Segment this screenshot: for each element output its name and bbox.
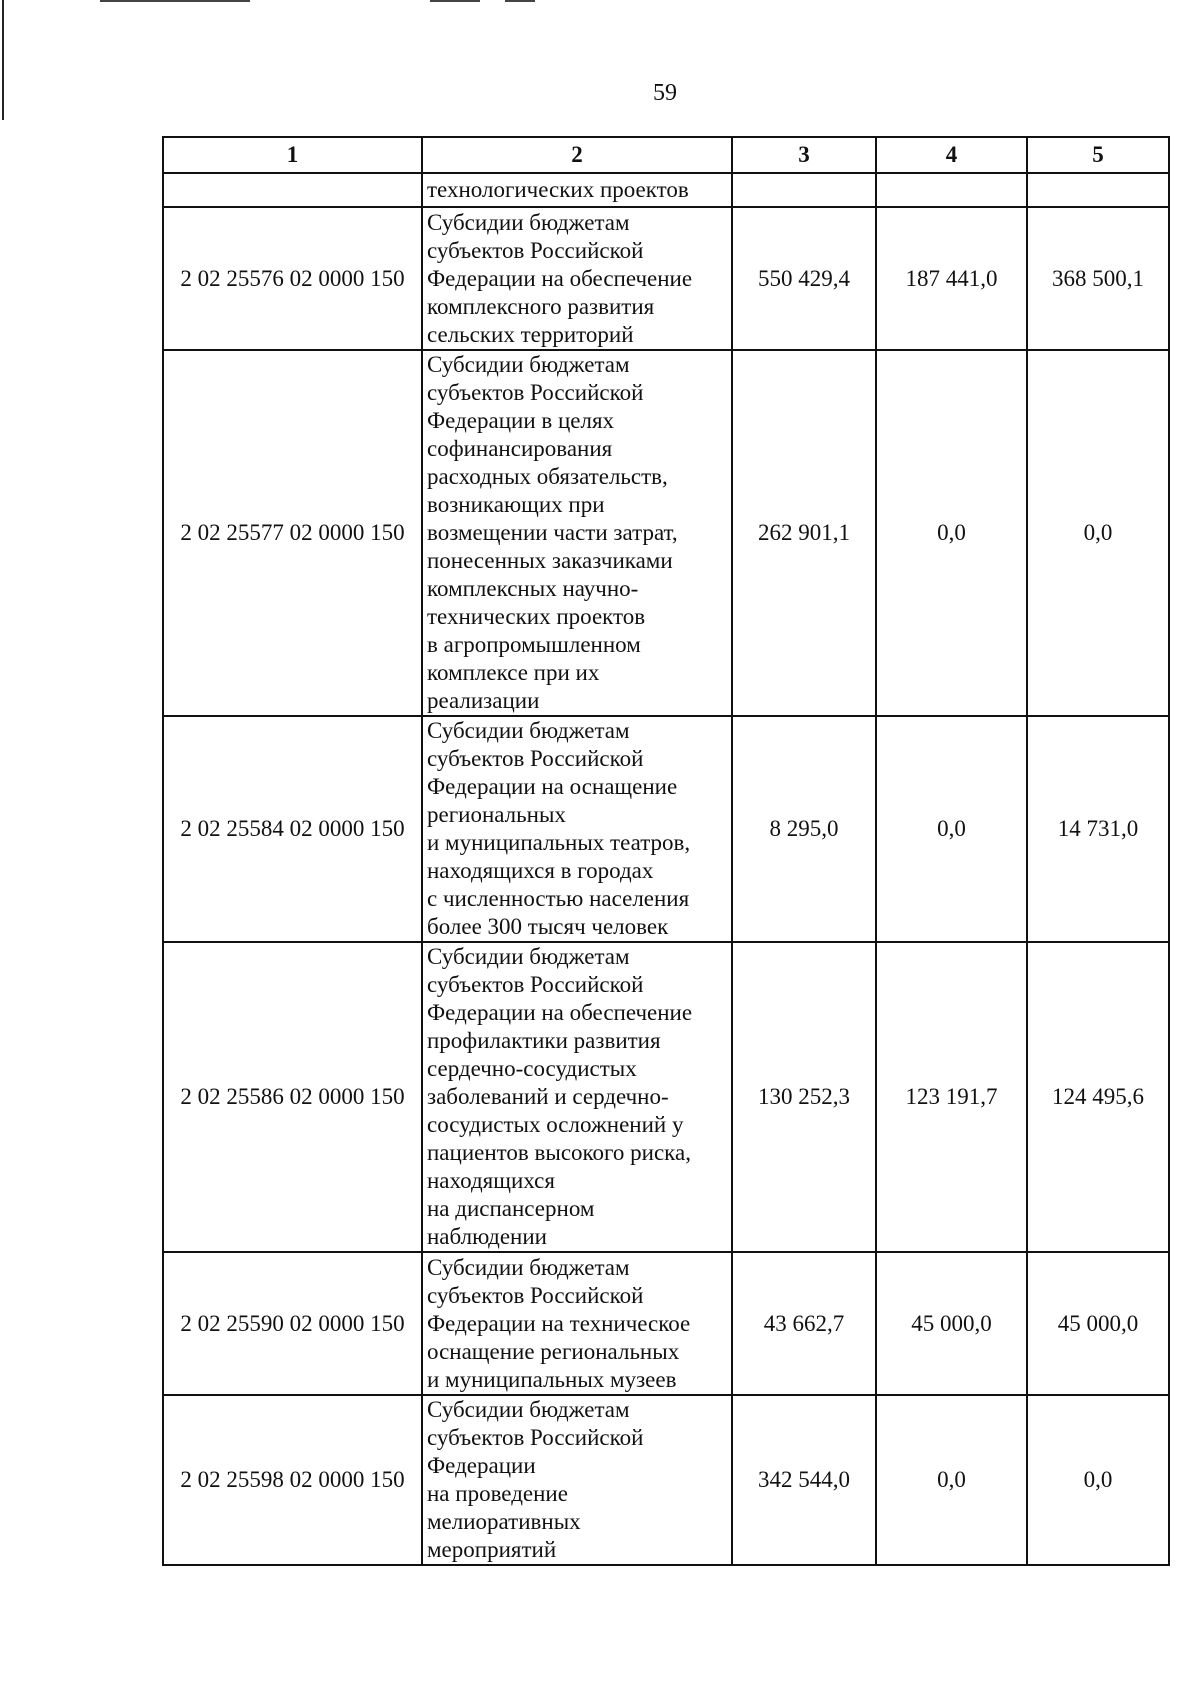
header-cell: 2 xyxy=(422,137,732,173)
value-col5-cell: 45 000,0 xyxy=(1027,1252,1169,1395)
budget-code-cell: 2 02 25586 02 0000 150 xyxy=(163,942,422,1252)
value-col4-cell: 123 191,7 xyxy=(876,942,1027,1252)
value-col3-cell: 43 662,7 xyxy=(732,1252,876,1395)
value-col5-cell xyxy=(1027,173,1169,207)
value-col5-cell: 124 495,6 xyxy=(1027,942,1169,1252)
description-cell: Субсидии бюджетам субъектов Российской Федерации на обеспечение профилактики развития сердечно-сосудистых заболеваний и сердечно- сосудистых осложнений у пациентов высокого риска, находящихся на диспансерном наблюдении xyxy=(422,942,732,1252)
value-col5-cell: 14 731,0 xyxy=(1027,716,1169,942)
budget-table xyxy=(162,136,1170,1566)
page-number: 59 xyxy=(653,80,677,106)
table-row xyxy=(163,207,1169,350)
description-cell: Субсидии бюджетам субъектов Российской Федерации на проведение мелиоративных мероприятий xyxy=(422,1395,732,1565)
budget-code-cell: 2 02 25576 02 0000 150 xyxy=(163,207,422,350)
scan-edge-mark xyxy=(505,0,535,2)
value-col3-cell xyxy=(732,173,876,207)
table-row xyxy=(163,1395,1169,1565)
table-row xyxy=(163,350,1169,716)
description-cell: технологических проектов xyxy=(422,173,732,207)
description-cell: Субсидии бюджетам субъектов Российской Федерации в целях софинансирования расходных обязательств, возникающих при возмещении части затрат, понесенных заказчиками комплексных научно- технических проектов в агропромышленном комплексе при их реализации xyxy=(422,350,732,716)
value-col3-cell: 130 252,3 xyxy=(732,942,876,1252)
scan-edge-mark xyxy=(430,0,480,2)
header-cell: 4 xyxy=(876,137,1027,173)
table-row xyxy=(163,716,1169,942)
budget-code-cell: 2 02 25598 02 0000 150 xyxy=(163,1395,422,1565)
description-cell: Субсидии бюджетам субъектов Российской Федерации на обеспечение комплексного развития сельских территорий xyxy=(422,207,732,350)
value-col4-cell xyxy=(876,173,1027,207)
budget-code-cell: 2 02 25584 02 0000 150 xyxy=(163,716,422,942)
value-col3-cell: 8 295,0 xyxy=(732,716,876,942)
value-col4-cell: 0,0 xyxy=(876,716,1027,942)
budget-code-cell: 2 02 25577 02 0000 150 xyxy=(163,350,422,716)
budget-code-cell xyxy=(163,173,422,207)
header-cell: 3 xyxy=(732,137,876,173)
value-col3-cell: 342 544,0 xyxy=(732,1395,876,1565)
value-col4-cell: 0,0 xyxy=(876,350,1027,716)
value-col4-cell: 0,0 xyxy=(876,1395,1027,1565)
value-col4-cell: 45 000,0 xyxy=(876,1252,1027,1395)
header-row xyxy=(163,137,1169,173)
value-col5-cell: 368 500,1 xyxy=(1027,207,1169,350)
value-col3-cell: 550 429,4 xyxy=(732,207,876,350)
table-row xyxy=(163,173,1169,207)
header-cell: 5 xyxy=(1027,137,1169,173)
value-col4-cell: 187 441,0 xyxy=(876,207,1027,350)
description-cell: Субсидии бюджетам субъектов Российской Федерации на оснащение региональных и муниципальных театров, находящихся в городах с численностью населения более 300 тысяч человек xyxy=(422,716,732,942)
value-col3-cell: 262 901,1 xyxy=(732,350,876,716)
value-col5-cell: 0,0 xyxy=(1027,1395,1169,1565)
table-row xyxy=(163,1252,1169,1395)
table-row xyxy=(163,942,1169,1252)
budget-code-cell: 2 02 25590 02 0000 150 xyxy=(163,1252,422,1395)
value-col5-cell: 0,0 xyxy=(1027,350,1169,716)
header-cell: 1 xyxy=(163,137,422,173)
description-cell: Субсидии бюджетам субъектов Российской Федерации на техническое оснащение региональных и муниципальных музеев xyxy=(422,1252,732,1395)
scan-edge-mark xyxy=(100,0,250,2)
